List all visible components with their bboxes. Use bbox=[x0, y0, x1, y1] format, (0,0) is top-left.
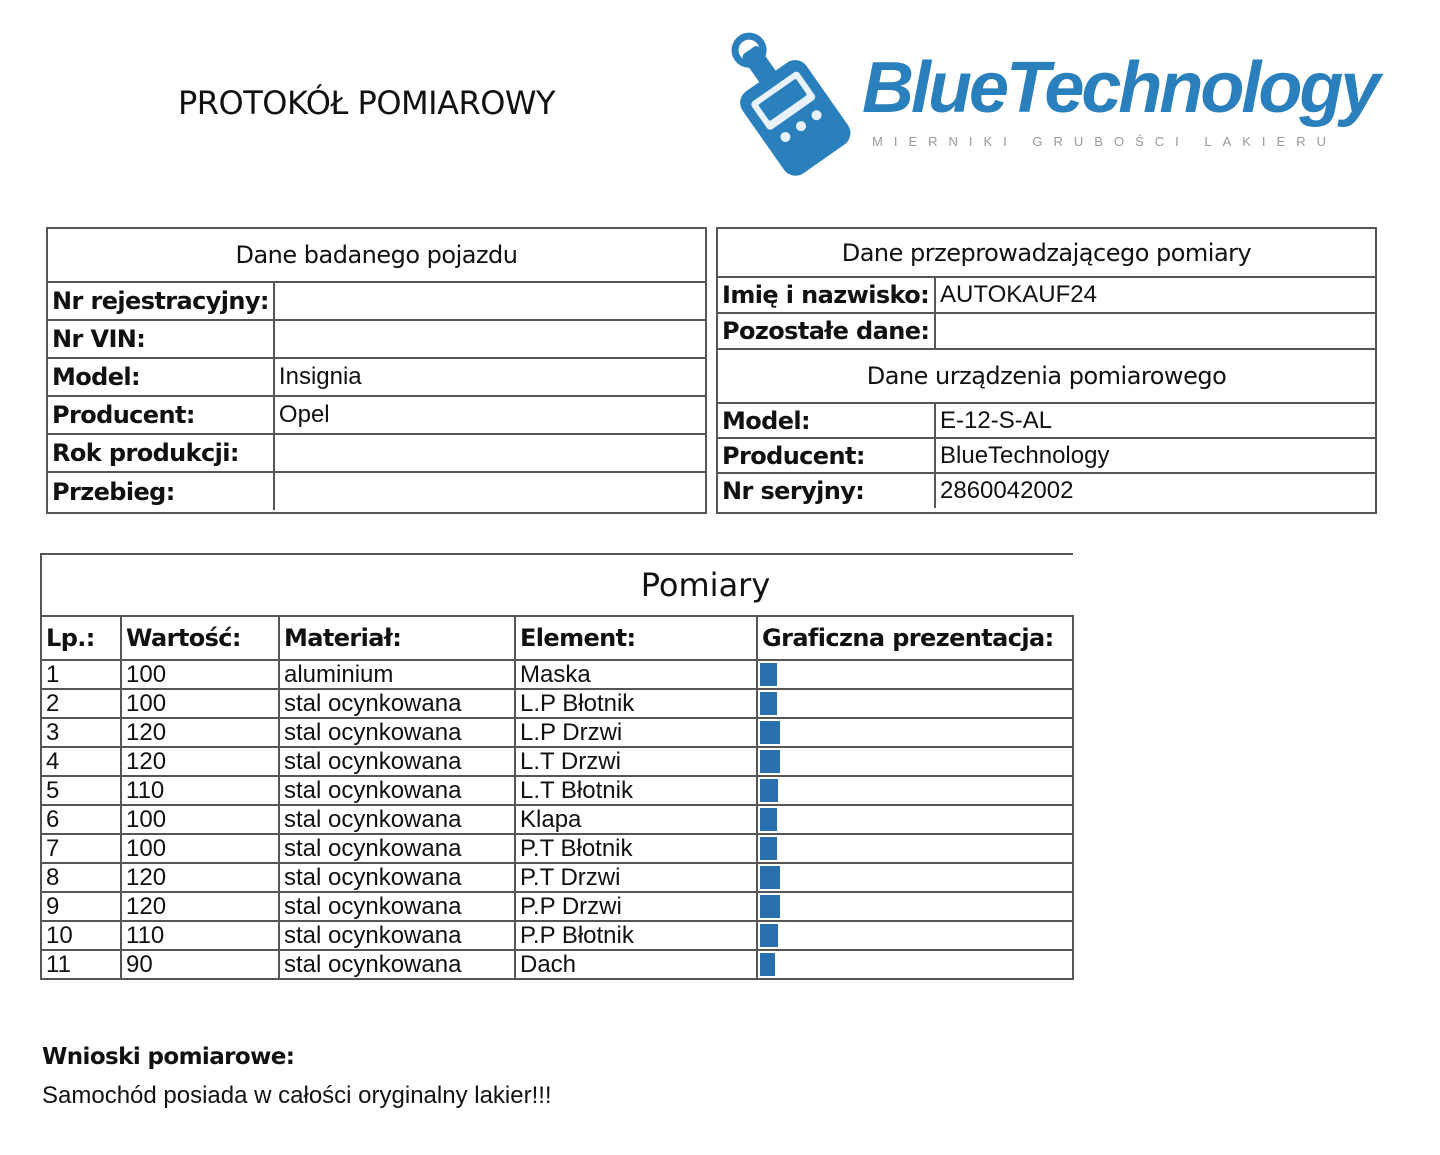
table-row bbox=[41, 776, 1073, 805]
device-heading: Dane urządzenia pomiarowego bbox=[718, 349, 1375, 403]
cell-material: stal ocynkowana bbox=[279, 718, 515, 747]
column-header: Wartość: bbox=[121, 616, 279, 660]
vehicle-label: Nr rejestracyjny: bbox=[48, 282, 274, 320]
cell-value: 100 bbox=[121, 805, 279, 834]
cell-material: stal ocynkowana bbox=[279, 805, 515, 834]
value-bar bbox=[760, 721, 780, 744]
cell-element: L.P Błotnik bbox=[515, 689, 757, 718]
cell-lp: 6 bbox=[41, 805, 121, 834]
vehicle-label: Producent: bbox=[48, 396, 274, 434]
cell-element: Maska bbox=[515, 660, 757, 689]
cell-material: stal ocynkowana bbox=[279, 921, 515, 950]
graphic-cell bbox=[757, 660, 1073, 689]
value-bar bbox=[760, 924, 778, 947]
table-row bbox=[41, 950, 1073, 979]
graphic-cell bbox=[757, 747, 1073, 776]
logo-brand-text: BlueTechnology bbox=[862, 48, 1378, 128]
vehicle-heading: Dane badanego pojazdu bbox=[48, 229, 705, 282]
cell-lp: 5 bbox=[41, 776, 121, 805]
value-bar bbox=[760, 663, 777, 686]
column-header: Lp.: bbox=[41, 616, 121, 660]
vehicle-label: Model: bbox=[48, 358, 274, 396]
cell-value: 100 bbox=[121, 834, 279, 863]
cell-value: 110 bbox=[121, 776, 279, 805]
cell-element: Klapa bbox=[515, 805, 757, 834]
measurements-heading: Pomiary bbox=[41, 554, 1073, 616]
device-value: BlueTechnology bbox=[935, 438, 1375, 473]
cell-material: stal ocynkowana bbox=[279, 776, 515, 805]
cell-material: stal ocynkowana bbox=[279, 747, 515, 776]
table-row bbox=[41, 805, 1073, 834]
cell-value: 100 bbox=[121, 689, 279, 718]
value-bar bbox=[760, 866, 780, 889]
cell-element: P.T Błotnik bbox=[515, 834, 757, 863]
graphic-cell bbox=[757, 805, 1073, 834]
conclusions-text: Samochód posiada w całości oryginalny lakier!!! bbox=[42, 1082, 552, 1109]
value-bar bbox=[760, 692, 777, 715]
cell-lp: 4 bbox=[41, 747, 121, 776]
table-row bbox=[41, 863, 1073, 892]
cell-material: stal ocynkowana bbox=[279, 834, 515, 863]
cell-value: 120 bbox=[121, 747, 279, 776]
cell-element: L.P Drzwi bbox=[515, 718, 757, 747]
value-bar bbox=[760, 953, 775, 976]
table-row bbox=[41, 747, 1073, 776]
vehicle-value bbox=[274, 472, 705, 510]
graphic-cell bbox=[757, 892, 1073, 921]
cell-element: P.P Błotnik bbox=[515, 921, 757, 950]
device-label: Model: bbox=[718, 403, 935, 438]
cell-value: 90 bbox=[121, 950, 279, 979]
cell-element: P.T Drzwi bbox=[515, 863, 757, 892]
operator-device-table bbox=[716, 227, 1377, 514]
vehicle-data-table bbox=[46, 227, 707, 514]
operator-heading: Dane przeprowadzającego pomiary bbox=[718, 229, 1375, 277]
cell-lp: 9 bbox=[41, 892, 121, 921]
vehicle-value: Opel bbox=[274, 396, 705, 434]
cell-lp: 11 bbox=[41, 950, 121, 979]
cell-lp: 1 bbox=[41, 660, 121, 689]
page-title: PROTOKÓŁ POMIAROWY bbox=[178, 84, 556, 122]
table-row bbox=[41, 689, 1073, 718]
vehicle-value bbox=[274, 434, 705, 472]
table-row bbox=[41, 834, 1073, 863]
cell-value: 120 bbox=[121, 863, 279, 892]
cell-lp: 10 bbox=[41, 921, 121, 950]
measurements-table bbox=[40, 553, 1074, 980]
cell-value: 110 bbox=[121, 921, 279, 950]
column-header: Graficzna prezentacja: bbox=[757, 616, 1073, 660]
column-header: Materiał: bbox=[279, 616, 515, 660]
cell-material: aluminium bbox=[279, 660, 515, 689]
operator-label: Imię i nazwisko: bbox=[718, 277, 935, 313]
cell-value: 120 bbox=[121, 892, 279, 921]
graphic-cell bbox=[757, 689, 1073, 718]
vehicle-label: Nr VIN: bbox=[48, 320, 274, 358]
value-bar bbox=[760, 808, 777, 831]
vehicle-value: Insignia bbox=[274, 358, 705, 396]
graphic-cell bbox=[757, 834, 1073, 863]
cell-material: stal ocynkowana bbox=[279, 689, 515, 718]
value-bar bbox=[760, 779, 778, 802]
vehicle-label: Przebieg: bbox=[48, 472, 274, 510]
cell-lp: 7 bbox=[41, 834, 121, 863]
table-row bbox=[41, 718, 1073, 747]
operator-value bbox=[935, 313, 1375, 349]
device-value: 2860042002 bbox=[940, 477, 1074, 504]
cell-element: L.T Błotnik bbox=[515, 776, 757, 805]
paint-gauge-icon bbox=[722, 28, 862, 176]
cell-material: stal ocynkowana bbox=[279, 892, 515, 921]
device-value: E-12-S-AL bbox=[935, 403, 1375, 438]
table-row bbox=[41, 921, 1073, 950]
cell-element: P.P Drzwi bbox=[515, 892, 757, 921]
operator-label: Pozostałe dane: bbox=[718, 313, 935, 349]
logo-tagline: MIERNIKI GRUBOŚCI LAKIERU bbox=[872, 134, 1337, 149]
cell-value: 120 bbox=[121, 718, 279, 747]
graphic-cell bbox=[757, 863, 1073, 892]
cell-element: Dach bbox=[515, 950, 757, 979]
table-row bbox=[41, 892, 1073, 921]
vehicle-label: Rok produkcji: bbox=[48, 434, 274, 472]
cell-lp: 3 bbox=[41, 718, 121, 747]
device-label: Nr seryjny: bbox=[718, 473, 935, 508]
graphic-cell bbox=[757, 776, 1073, 805]
vehicle-value bbox=[274, 320, 705, 358]
cell-lp: 2 bbox=[41, 689, 121, 718]
graphic-cell bbox=[757, 921, 1073, 950]
column-header: Element: bbox=[515, 616, 757, 660]
graphic-cell bbox=[757, 950, 1073, 979]
cell-element: L.T Drzwi bbox=[515, 747, 757, 776]
cell-material: stal ocynkowana bbox=[279, 950, 515, 979]
cell-material: stal ocynkowana bbox=[279, 863, 515, 892]
conclusions-label: Wnioski pomiarowe: bbox=[42, 1044, 295, 1070]
vehicle-value bbox=[274, 282, 705, 320]
table-row bbox=[41, 660, 1073, 689]
bluetechnology-logo bbox=[722, 28, 1382, 176]
graphic-cell bbox=[757, 718, 1073, 747]
device-label: Producent: bbox=[718, 438, 935, 473]
value-bar bbox=[760, 837, 777, 860]
operator-value: AUTOKAUF24 bbox=[935, 277, 1375, 313]
value-bar bbox=[760, 895, 780, 918]
cell-lp: 8 bbox=[41, 863, 121, 892]
value-bar bbox=[760, 750, 780, 773]
cell-value: 100 bbox=[121, 660, 279, 689]
